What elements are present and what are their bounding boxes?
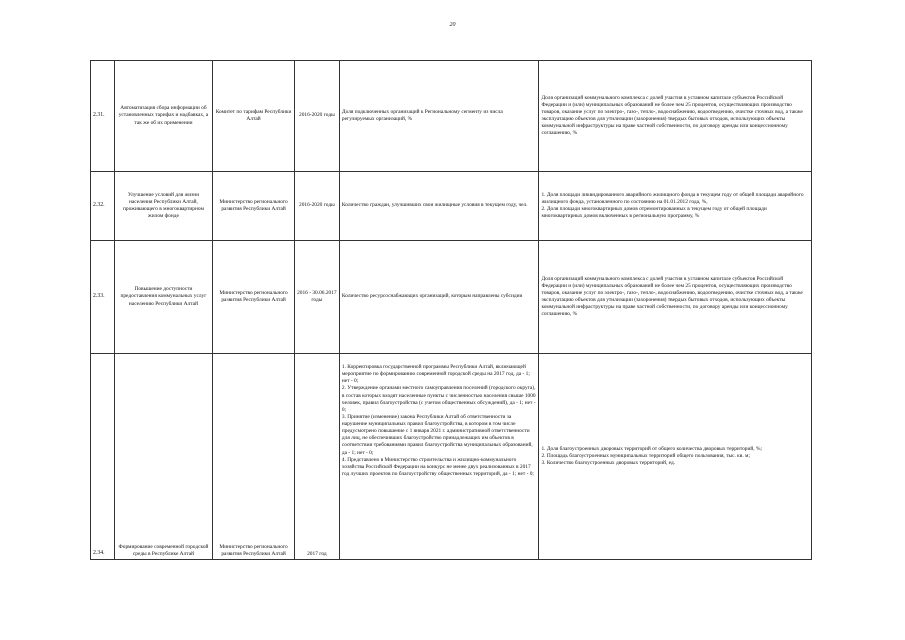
row-number: 2.31. (91, 61, 115, 172)
activity-name: Автоматизация сбора информации об установленных тарифах и надбавках, а так же об их применении (114, 61, 213, 172)
period: 2017 год (294, 354, 339, 560)
period: 2016-2020 годы (294, 61, 339, 172)
program-table (90, 60, 812, 560)
activity-name: Формирование современной городской среды в Республике Алтай (114, 354, 213, 560)
activity-name: Улучшение условий для жизни населения Республики Алтай, проживающего в многоквартирном жилом фонде (114, 172, 213, 241)
row-number: 2.34. (91, 354, 115, 560)
period: 2016 - 30.06.2017 годы (294, 241, 339, 354)
page-number: 20 (449, 22, 456, 28)
expected-result: Количество ресурсоснабжающих организаций, которым направлены субсидии (339, 241, 539, 354)
indicators: 1. Доля площади ликвидированного аварийного жилищного фонда в текущем году от общей площади аварийного жилищного фонда, установленного по состоянию на 01.01.2012 года, %, 2. Доля площади многоквартирных домов отремонтированных в текущем году от общей площади многоквартирных домов включенных в региональную программу, % (539, 172, 812, 241)
expected-result: Доля подключенных организаций к Региональному сегменту из числа регулируемых организаций, % (339, 61, 539, 172)
expected-result: 1. Корректировка государственной программы Республики Алтай, включающей мероприятие по формированию современной городской среды на 2017 год, да - 1; нет - 0; 2. Утверждение органами местного самоуправления поселений (городского округа), в состав которых входят населенные пункты с численностью населения свыше 1000 человек, правил благоустройства (с учетом общественных обсуждений), да - 1; нет - 0; 3. Принятие (изменение) закона Республики Алтай об ответственности за нарушение муниципальных правил благоустройства, в котором в том числе предусмотрено повышение с 1 января 2021 г. административной ответственности для лиц, не обеспечивших благоустройство принадлежащих им объектов в соответствии требованиями правил благоустройства муниципальных образований, да - 1; нет - 0; 4. Представлено в Министерство строительства и жилищно-коммунального хозяйства Российской Федерации на конкурс не менее двух реализованных в 2017 год лучших проектов по благоустройству общественных территорий, да - 1; нет - 0; (339, 354, 539, 560)
indicators: 1. Доля благоустроенных дворовых территорий от общего количества дворовых территорий, %; 2. Площадь благоустроенных муниципальных территорий общего пользования, тыс. кв. м; 3. Количество благоустроенных дворовых территорий, ед. (539, 354, 812, 560)
indicators: Доля организаций коммунального комплекса с долей участия в уставном капитале субъектов Российской Федерации и (или) муниципальных образований не более чем 25 процентов, осуществляющих производство товаров, оказание услуг по электро-, газо-, тепло-, водоснабжению, водоотведению, очистке сточных вод, а также эксплуатацию объектов для утилизации (захоронения) твердых бытовых отходов, использующих объекты коммунальной инфраструктуры на праве частной собственности, по договору аренды или концессионному соглашению, % (539, 241, 812, 354)
expected-result: Количество граждан, улучшивших свои жилищные условия в текущем году, чел. (339, 172, 539, 241)
period: 2016-2020 годы (294, 172, 339, 241)
executor: Министерство регионального развития Республики Алтай (213, 172, 295, 241)
executor: Министерство регионального развития Республики Алтай (213, 354, 295, 560)
executor: Министерство регионального развития Республики Алтай (213, 241, 295, 354)
table-row (91, 172, 812, 241)
table-row (91, 61, 812, 172)
executor: Комитет по тарифам Республики Алтай (213, 61, 295, 172)
activity-name: Повышение доступности предоставления коммунальных услуг населению Республики Алтай (114, 241, 213, 354)
row-number: 2.32. (91, 172, 115, 241)
row-number: 2.33. (91, 241, 115, 354)
table-row (91, 241, 812, 354)
table-row (91, 354, 812, 560)
indicators: Доля организаций коммунального комплекса с долей участия в уставном капитале субъектов Российской Федерации и (или) муниципальных образований не более чем 25 процентов, осуществляющих производство товаров, оказание услуг по электро-, газо-, тепло-, водоснабжению, водоотведению, очистке сточных вод, а также эксплуатацию объектов для утилизации (захоронения) твердых бытовых отходов, использующих объекты коммунальной инфраструктуры на праве частной собственности, по договору аренды или концессионному соглашению, % (539, 61, 812, 172)
